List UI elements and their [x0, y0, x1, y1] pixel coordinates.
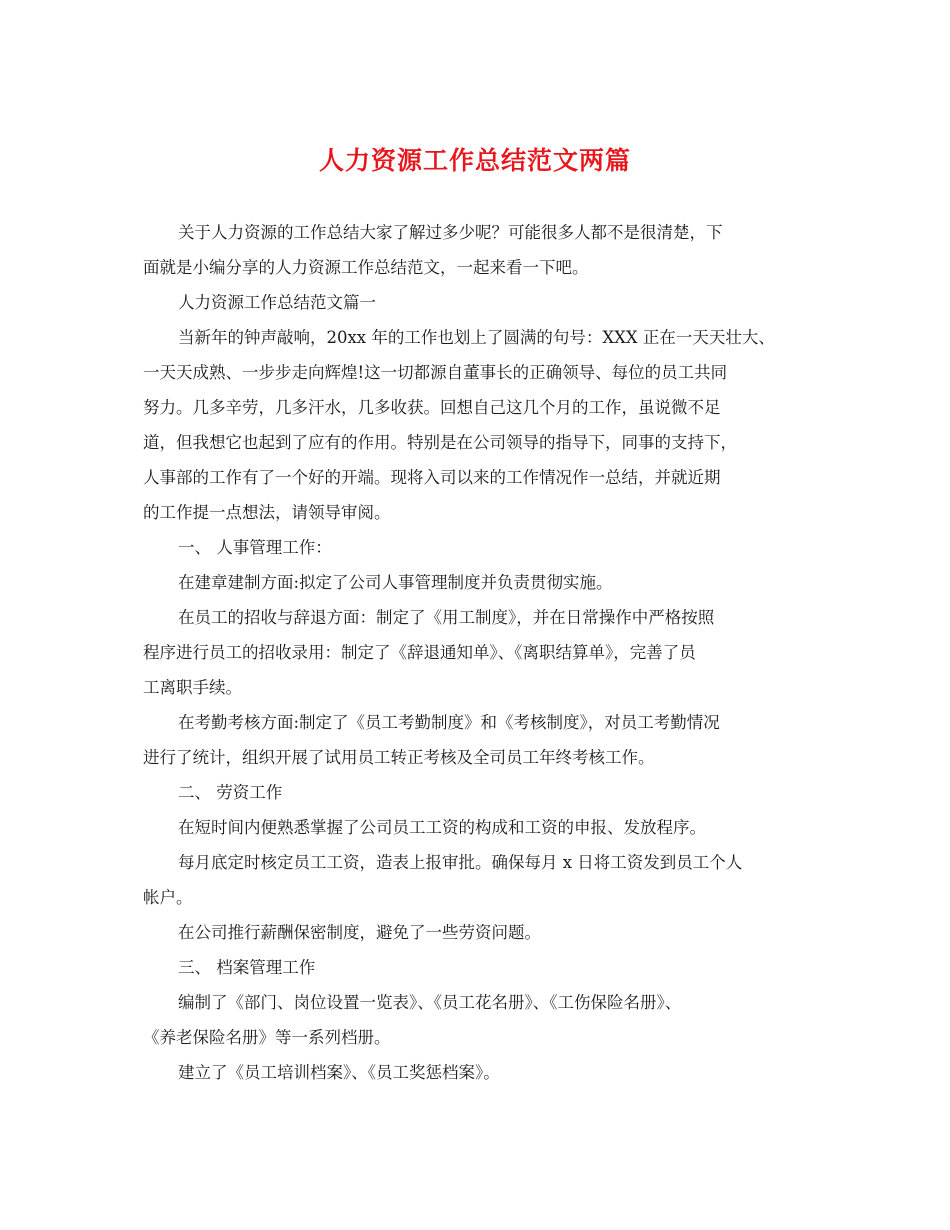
text-line: 进行了统计，组织开展了试用员工转正考核及全司员工年终考核工作。 — [143, 748, 655, 767]
text-line: 道，但我想它也起到了应有的作用。特别是在公司领导的指导下，同事的支持下， — [143, 433, 737, 452]
text-line: 一天天成熟、一步步走向辉煌!这一切都源自董事长的正确领导、每位的员工共同 — [143, 363, 728, 382]
text-line: 在考勤考核方面:制定了《员工考勤制度》和《考核制度》，对员工考勤情况 — [178, 713, 720, 732]
text-line: 帐户。 — [143, 888, 193, 907]
text-line: 三、 档案管理工作 — [178, 958, 316, 977]
text-line: 二、 劳资工作 — [178, 783, 283, 802]
text-line: 《养老保险名册》等一系列档册。 — [143, 1028, 391, 1047]
text-line: 努力。几多辛劳，几多汗水，几多收获。回想自己这几个月的工作，虽说微不足 — [143, 398, 721, 417]
document-body — [143, 218, 843, 1093]
text-line: 关于人力资源的工作总结大家了解过多少呢？可能很多人都不是很清楚，下 — [178, 223, 723, 242]
text-line: 面就是小编分享的人力资源工作总结范文，一起来看一下吧。 — [143, 258, 589, 277]
text-line: 在建章建制方面:拟定了公司人事管理制度并负责贯彻实施。 — [178, 573, 613, 592]
text-line: 程序进行员工的招收录用：制定了《辞退通知单》、《离职结算单》，完善了员 — [143, 643, 696, 662]
text-line: 当新年的钟声敲响，20xx 年的工作也划上了圆满的句号：XXX 正在一天天壮大、 — [178, 328, 775, 347]
text-line: 人力资源工作总结范文篇一 — [178, 293, 376, 312]
text-line: 的工作提一点想法，请领导审阅。 — [143, 503, 391, 522]
text-line: 建立了《员工培训档案》、《员工奖惩档案》。 — [178, 1063, 500, 1082]
text-line: 每月底定时核定员工工资，造表上报审批。确保每月 x 日将工资发到员工个人 — [178, 853, 743, 872]
text-line: 在公司推行薪酬保密制度，避免了一些劳资问题。 — [178, 923, 541, 942]
text-line: 一、 人事管理工作： — [178, 538, 332, 557]
text-line: 人事部的工作有了一个好的开端。现将入司以来的工作情况作一总结，并就近期 — [143, 468, 721, 487]
text-line: 工离职手续。 — [143, 678, 242, 697]
text-line: 在短时间内便熟悉掌握了公司员工工资的构成和工资的申报、发放程序。 — [178, 818, 706, 837]
document-title: 人力资源工作总结范文两篇 — [318, 146, 631, 175]
text-line: 编制了《部门、岗位设置一览表》、《员工花名册》、《工伤保险名册》、 — [178, 993, 682, 1012]
text-line: 在员工的招收与辞退方面：制定了《用工制度》，并在日常操作中严格按照 — [178, 608, 715, 627]
